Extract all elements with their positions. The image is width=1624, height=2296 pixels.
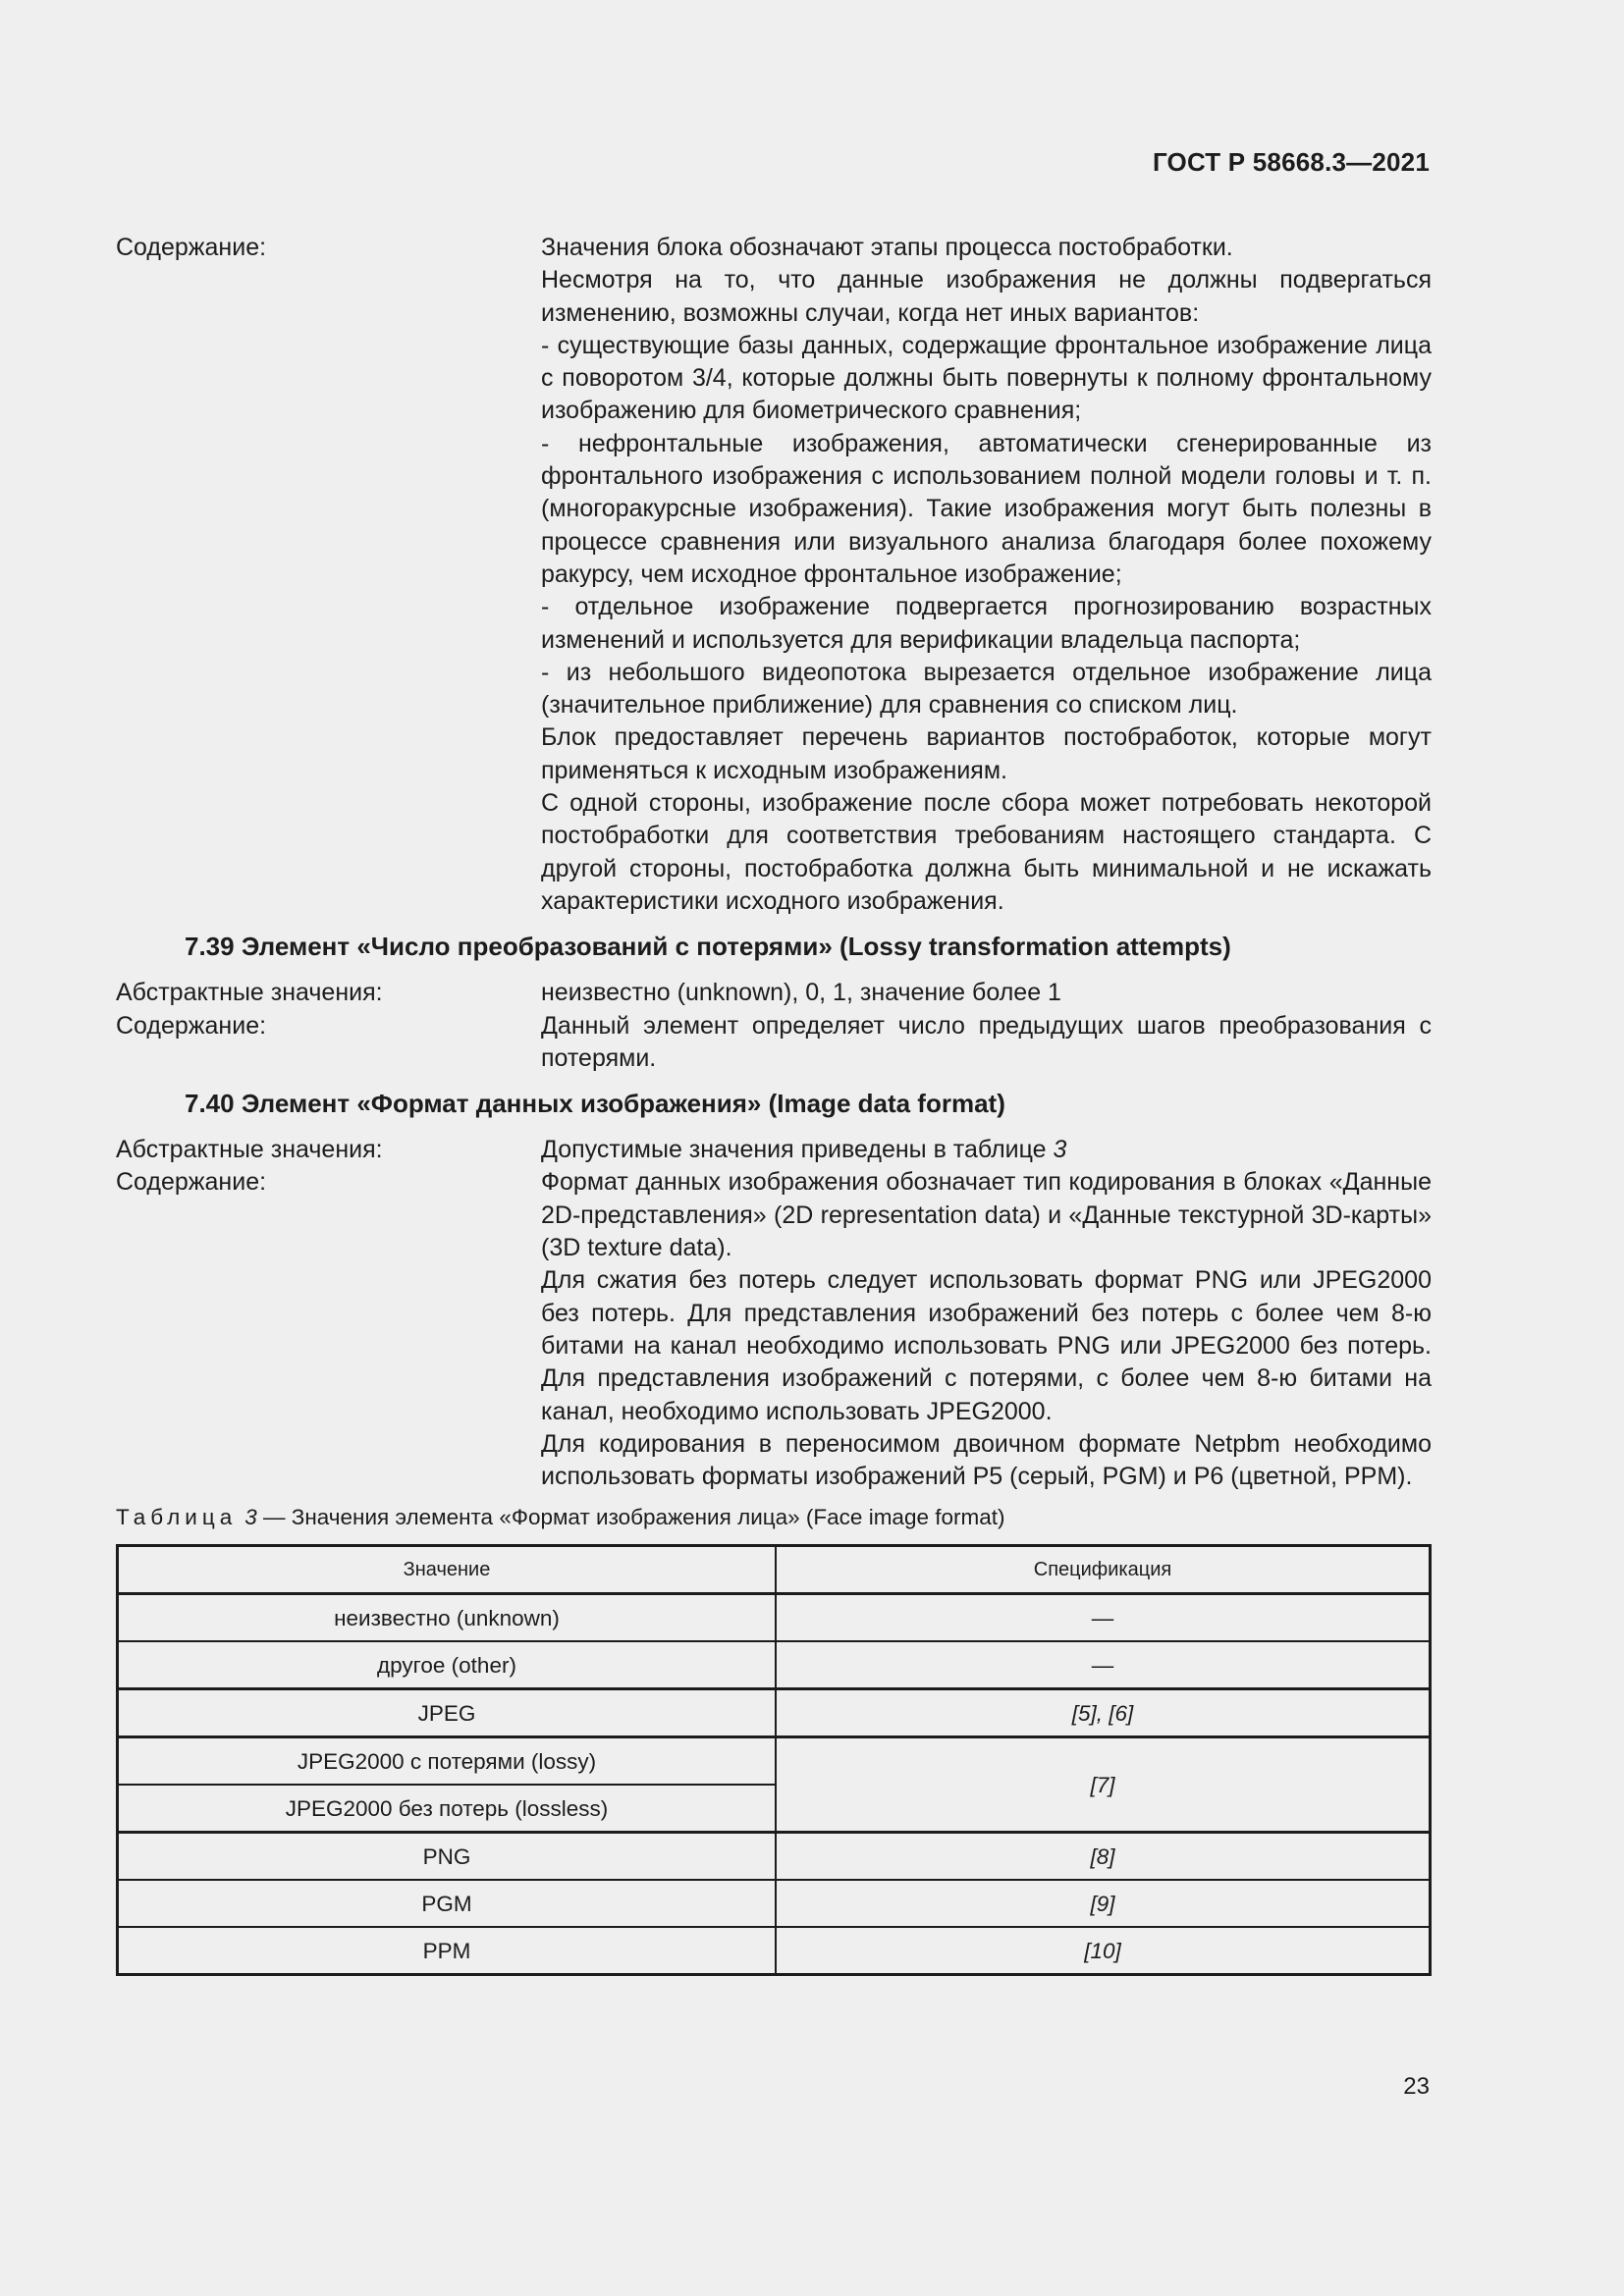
- content-value: [541, 1010, 1432, 1076]
- paragraph: Для сжатия без потерь следует использовать формат PNG или JPEG2000 без потерь. Для представления изображений без потерь с более чем 8-ю битами на канал необходимо использовать PNG или JPEG2000 без потерь. Для представления изображений с потерями, с более чем 8-ю битами на канал, необходимо использовать JPEG2000.: [541, 1266, 1432, 1425]
- value-cell: PPM: [118, 1927, 777, 1975]
- spec-cell: [9]: [776, 1880, 1431, 1927]
- table-row: [118, 1880, 1431, 1927]
- section-740-content: [116, 1166, 1432, 1493]
- page-content: [116, 232, 1432, 1976]
- value-cell: PNG: [118, 1833, 777, 1881]
- header-cell: Спецификация: [776, 1546, 1431, 1594]
- table-caption-text: — Значения элемента «Формат изображения лица» (Face image format): [263, 1505, 1005, 1530]
- value-cell: другое (other): [118, 1641, 777, 1689]
- value-cell: PGM: [118, 1880, 777, 1927]
- abstract-value: [541, 1134, 1432, 1166]
- paragraph: Формат данных изображения обозначает тип кодирования в блоках «Данные 2D-представления» (2D representation data) и «Данные текстурной 3D-карты» (3D texture data).: [541, 1168, 1432, 1262]
- abstract-label: Абстрактные значения:: [116, 1136, 383, 1164]
- table-row: [118, 1689, 1431, 1737]
- section-739-content: [116, 1010, 1432, 1076]
- section-740-heading: 7.40 Элемент «Формат данных изображения» (Image data format): [185, 1089, 1005, 1119]
- content-value: [541, 1166, 1432, 1493]
- intro-block: [116, 232, 1432, 918]
- abstract-value: [541, 977, 1432, 1009]
- value-cell: JPEG: [118, 1689, 777, 1737]
- content-label: Содержание:: [116, 1011, 267, 1040]
- spec-cell: [7]: [776, 1737, 1431, 1833]
- format-table: [116, 1544, 1432, 1976]
- value-cell: JPEG2000 с потерями (lossy): [118, 1737, 777, 1786]
- paragraph: - из небольшого видеопотока вырезается отдельное изображение лица (значительное приближение) для сравнения со списком лиц.: [541, 658, 1432, 720]
- table-row: [118, 1594, 1431, 1642]
- paragraph: Блок предоставляет перечень вариантов постобработок, которые могут применяться к исходным изображениям.: [541, 723, 1432, 784]
- table-caption: [116, 1503, 1432, 1532]
- paragraph: - существующие базы данных, содержащие фронтальное изображение лица с поворотом 3/4, которые должны быть повернуты к полному фронтальному изображению для биометрического сравнения;: [541, 331, 1432, 425]
- table-row: [118, 1641, 1431, 1689]
- table-caption-number: 3: [244, 1505, 257, 1530]
- abstract-label: Абстрактные значения:: [116, 979, 383, 1007]
- paragraph: Для кодирования в переносимом двоичном формате Netpbm необходимо использовать форматы изображений P5 (серый, PGM) и P6 (цветной, PPM).: [541, 1429, 1432, 1491]
- header-cell: Значение: [118, 1546, 777, 1594]
- section-739-abstract: [116, 977, 1432, 1009]
- paragraph: Значения блока обозначают этапы процесса постобработки.: [541, 234, 1233, 261]
- paragraph: - отдельное изображение подвергается прогнозированию возрастных изменений и используется для верификации владельца паспорта;: [541, 593, 1432, 654]
- content-label: Содержание:: [116, 234, 267, 261]
- content-label: Содержание:: [116, 1168, 267, 1197]
- table-row: [118, 1833, 1431, 1881]
- table-reference: 3: [1053, 1136, 1067, 1164]
- document-code: ГОСТ Р 58668.3—2021: [1152, 147, 1430, 177]
- table-header-row: [118, 1546, 1431, 1594]
- abstract-value-text: неизвестно (unknown), 0, 1, значение более 1: [541, 979, 1061, 1007]
- spec-cell: —: [776, 1641, 1431, 1689]
- content-value-text: Данный элемент определяет число предыдущих шагов преобразования с потерями.: [541, 1011, 1432, 1072]
- section-740-abstract: [116, 1134, 1432, 1166]
- table-caption-word: Таблица: [116, 1505, 238, 1530]
- paragraph: Несмотря на то, что данные изображения не должны подвергаться изменению, возможны случаи, когда нет иных вариантов:: [541, 266, 1432, 327]
- spec-cell: [5], [6]: [776, 1689, 1431, 1737]
- table-row: [118, 1737, 1431, 1786]
- value-cell: JPEG2000 без потерь (lossless): [118, 1785, 777, 1833]
- table-row: [118, 1927, 1431, 1975]
- section-739-heading: 7.39 Элемент «Число преобразований с потерями» (Lossy transformation attempts): [185, 932, 1231, 962]
- value-cell: неизвестно (unknown): [118, 1594, 777, 1642]
- content-value: [541, 232, 1432, 918]
- abstract-value-text: Допустимые значения приведены в таблице: [541, 1136, 1047, 1164]
- paragraph: С одной стороны, изображение после сбора может потребовать некоторой постобработки для соответствия требованиям настоящего стандарта. С другой стороны, постобработка должна быть минимальной и не искажать характеристики исходного изображения.: [541, 789, 1432, 915]
- spec-cell: —: [776, 1594, 1431, 1642]
- page-number: 23: [1403, 2073, 1430, 2100]
- paragraph: - нефронтальные изображения, автоматически сгенерированные из фронтального изображения с использованием полной модели головы и т. п. (многоракурсные изображения). Такие изображения могут быть полезны в процессе сравнения или визуального анализа благодаря более похожему ракурсу, чем исходное фронтальное изображение;: [541, 429, 1432, 588]
- spec-cell: [10]: [776, 1927, 1431, 1975]
- spec-cell: [8]: [776, 1833, 1431, 1881]
